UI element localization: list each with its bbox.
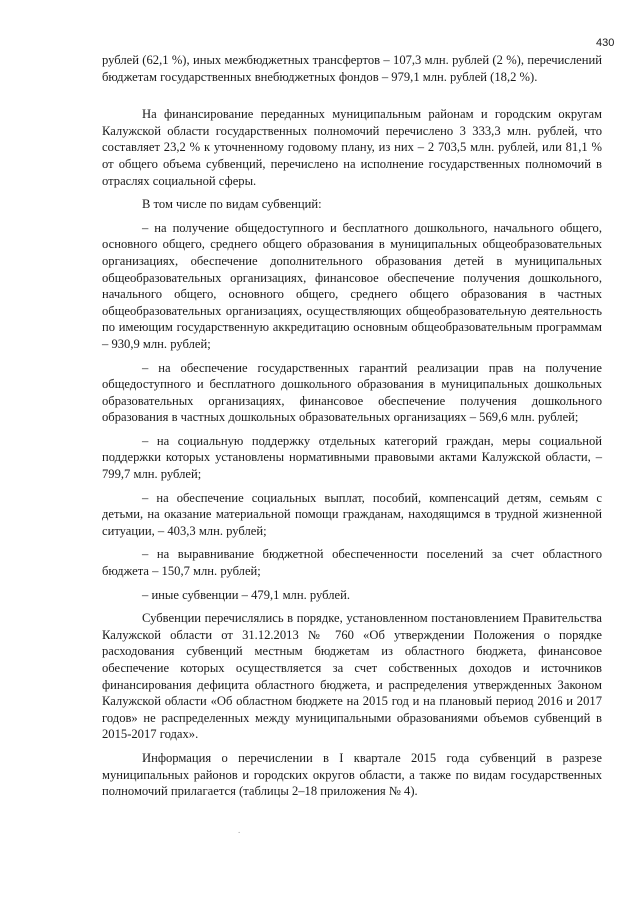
list-item-general-education: – на получение общедоступного и бесплатного дошкольного, начального общего, основного общего, среднего общего образования в муниципальных общеобразовательных организациях, обеспечение дополнительного образования детей в муниципальных общеобразовательных организациях, финансовое обеспечение получения дошкольного, начального общего, основного общего, среднего общего образования в частных общеобразовательных организациях, осуществляющих общеобразовательную деятельность по имеющим государственную аккредитацию основным общеобразовательным программам – 930,9 млн. рублей;	[102, 220, 602, 351]
paragraph-appendix-info: Информация о перечислении в I квартале 2015 года субвенций в разрезе муниципальных районов и городских округов области, а также по видам государственных полномочий прилагается (таблицы 2–18 приложения № 4).	[102, 750, 602, 799]
document-body	[102, 52, 602, 800]
paragraph-gap	[102, 92, 602, 106]
list-item-social-support: – на социальную поддержку отдельных категорий граждан, меры социальной поддержки которых установлены нормативными правовыми актами Калужской области, – 799,7 млн. рублей;	[102, 433, 602, 482]
paragraph-subvention-procedure: Субвенции перечислялись в порядке, установленном постановлением Правительства Калужской области от 31.12.2013 № 760 «Об утверждении Положения о порядке расходования субвенций местным бюджетам из областного бюджета, финансовое обеспечение которых осуществляется за счет собственных доходов и источников финансирования дефицита областного бюджета, и распределения утвержденных Законом Калужской области «Об областном бюджете на 2015 год и на плановый период 2016 и 2017 годов» не распределенных между муниципальными образованиями объемов субвенций в 2015-2017 годах».	[102, 611, 602, 742]
paragraph-subvention-types-intro: В том числе по видам субвенций:	[142, 197, 322, 212]
paragraph-budget-shares: рублей (62,1 %), иных межбюджетных трансфертов – 107,3 млн. рублей (2 %), перечислений бюджетам государственных внебюджетных фондов – 979,1 млн. рублей (18,2 %).	[102, 53, 602, 84]
list-item-budget-equalization: – на выравнивание бюджетной обеспеченности поселений за счет областного бюджета – 150,7 млн. рублей;	[102, 547, 602, 579]
page-number: 430	[596, 37, 615, 49]
list-item-preschool-education: – на обеспечение государственных гарантий реализации прав на получение общедоступного и бесплатного дошкольного образования в муниципальных дошкольных образовательных организациях, финансовое обеспечение получения дошкольного образования в частных дошкольных образовательных организациях – 569,6 млн. рублей;	[102, 360, 602, 425]
scan-artifact: .	[238, 825, 241, 835]
paragraph-state-powers-funding: На финансирование переданных муниципальным районам и городским округам Калужской области государственных полномочий перечислено 3 333,3 млн. рублей, что составляет 23,2 % к уточненному годовому плану, из них – 2 703,5 млн. рублей, или 81,1 % от общего объема субвенций, перечислено на исполнение государственных полномочий в отраслях социальной сферы.	[102, 107, 602, 188]
list-item-other-subventions: – иные субвенции – 479,1 млн. рублей.	[142, 587, 350, 602]
list-item-social-payments: – на обеспечение социальных выплат, пособий, компенсаций детям, семьям с детьми, на оказание материальной помощи гражданам, находящимся в трудной жизненной ситуации, – 403,3 млн. рублей;	[102, 490, 602, 538]
